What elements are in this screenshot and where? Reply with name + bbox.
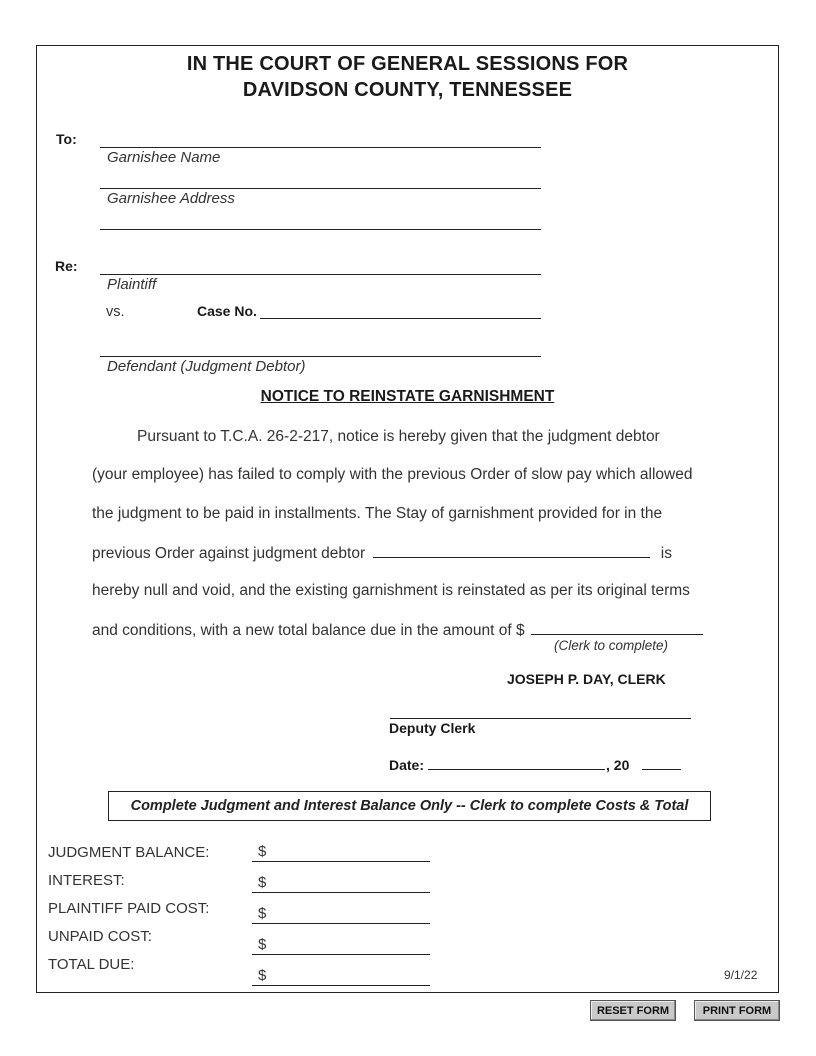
defendant-label: Defendant (Judgment Debtor) bbox=[107, 358, 306, 375]
defendant-field[interactable] bbox=[100, 356, 541, 357]
garnishee-address-label: Garnishee Address bbox=[107, 190, 235, 207]
re-label: Re: bbox=[55, 258, 78, 274]
clerk-name: JOSEPH P. DAY, CLERK bbox=[507, 671, 666, 687]
notice-line-6-text: and conditions, with a new total balance due in the amount of $ bbox=[92, 622, 525, 639]
date-label: Date: bbox=[389, 757, 425, 773]
notice-line-5: hereby null and void, and the existing garnishment is reinstated as per its original terms bbox=[92, 582, 690, 599]
interest-field[interactable] bbox=[252, 872, 430, 893]
deputy-clerk-label: Deputy Clerk bbox=[389, 720, 476, 736]
revision-date: 9/1/22 bbox=[724, 968, 758, 982]
new-balance-field[interactable] bbox=[531, 620, 703, 635]
year-field[interactable] bbox=[642, 769, 681, 770]
garnishee-address-field-2[interactable] bbox=[100, 229, 541, 230]
garnishee-name-label: Garnishee Name bbox=[107, 149, 221, 166]
dollar-sign: $ bbox=[258, 967, 267, 984]
date-field[interactable] bbox=[428, 769, 605, 770]
unpaid-cost-field[interactable] bbox=[252, 934, 430, 955]
plaintiff-field[interactable] bbox=[100, 274, 541, 275]
dollar-sign: $ bbox=[258, 936, 267, 953]
judgment-balance-label: JUDGMENT BALANCE: bbox=[48, 844, 210, 861]
unpaid-cost-label: UNPAID COST: bbox=[48, 928, 152, 945]
year-prefix: , 20 bbox=[606, 757, 630, 773]
plaintiff-paid-cost-field[interactable] bbox=[252, 903, 430, 924]
reset-form-button[interactable]: RESET FORM bbox=[590, 1000, 676, 1021]
dollar-sign: $ bbox=[258, 905, 267, 922]
plaintiff-paid-cost-label: PLAINTIFF PAID COST: bbox=[48, 900, 210, 917]
court-title-line2: DAVIDSON COUNTY, TENNESSEE bbox=[242, 79, 573, 101]
to-label: To: bbox=[56, 131, 77, 147]
instructions-box: Complete Judgment and Interest Balance Only -- Clerk to complete Costs & Total bbox=[108, 791, 711, 821]
clerk-to-complete-note: (Clerk to complete) bbox=[554, 638, 669, 653]
deputy-clerk-signature-field[interactable] bbox=[390, 718, 691, 719]
notice-line-4 bbox=[92, 543, 672, 563]
dollar-sign: $ bbox=[258, 874, 267, 891]
notice-title: NOTICE TO REINSTATE GARNISHMENT bbox=[260, 388, 555, 405]
court-title-line1: IN THE COURT OF GENERAL SESSIONS FOR bbox=[186, 53, 629, 75]
notice-line-2: (your employee) has failed to comply with the previous Order of slow pay which allowed bbox=[92, 466, 693, 483]
case-no-label: Case No. bbox=[197, 303, 257, 319]
notice-line-1: Pursuant to T.C.A. 26-2-217, notice is hereby given that the judgment debtor bbox=[137, 428, 660, 445]
total-due-label: TOTAL DUE: bbox=[48, 956, 135, 973]
notice-line-4-post: is bbox=[660, 545, 672, 562]
judgment-balance-field[interactable] bbox=[252, 841, 430, 862]
judgment-debtor-field[interactable] bbox=[373, 543, 650, 558]
garnishee-address-field[interactable] bbox=[100, 188, 541, 189]
print-form-button[interactable]: PRINT FORM bbox=[694, 1000, 780, 1021]
dollar-sign: $ bbox=[258, 843, 267, 860]
plaintiff-label: Plaintiff bbox=[107, 276, 157, 293]
interest-label: INTEREST: bbox=[48, 872, 125, 889]
notice-line-3: the judgment to be paid in installments. The Stay of garnishment provided for in the bbox=[92, 505, 663, 522]
notice-line-6 bbox=[92, 620, 703, 640]
garnishee-name-field[interactable] bbox=[100, 147, 541, 148]
case-no-field[interactable] bbox=[260, 318, 541, 319]
notice-line-4-pre: previous Order against judgment debtor bbox=[92, 545, 366, 562]
vs-label: vs. bbox=[106, 304, 125, 320]
total-due-field[interactable] bbox=[252, 965, 430, 986]
